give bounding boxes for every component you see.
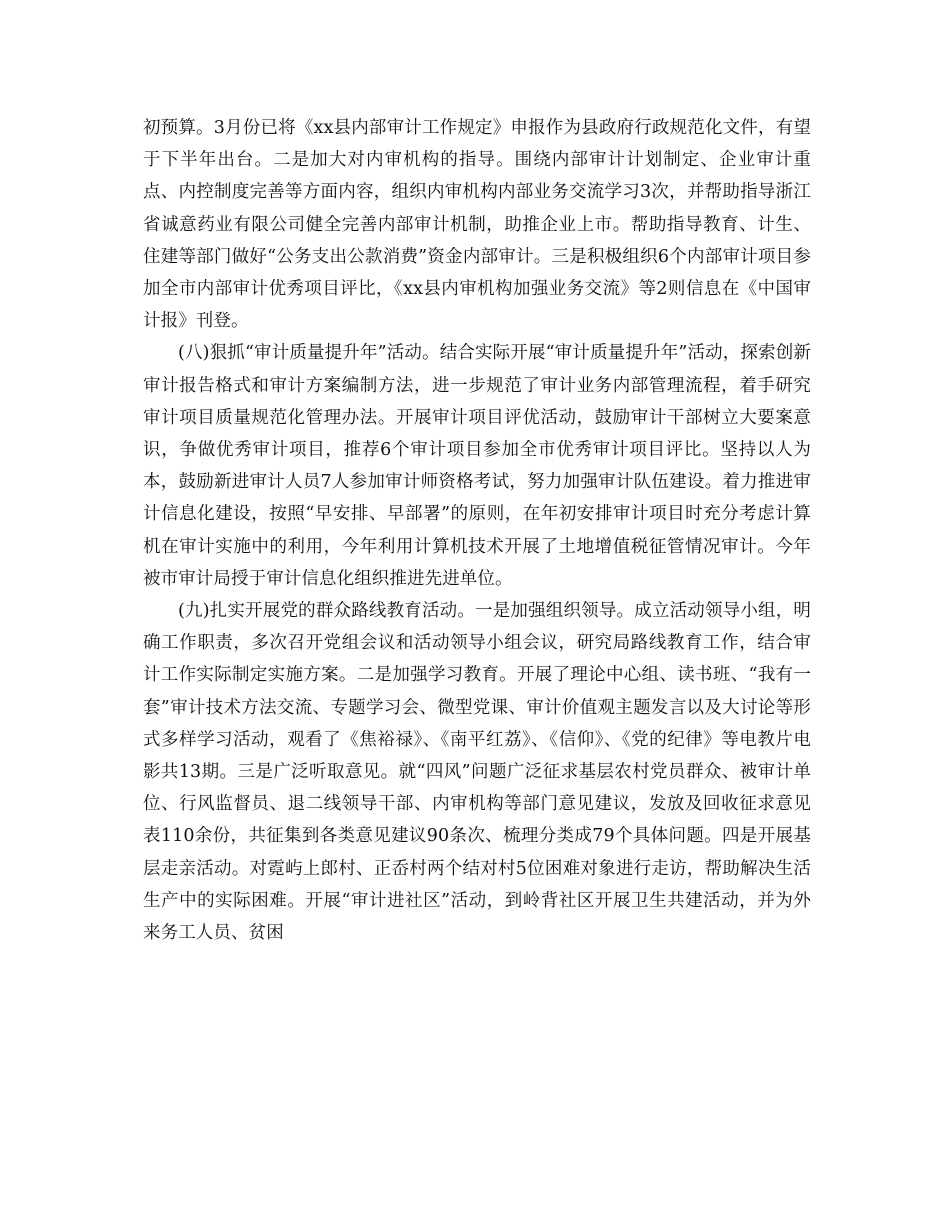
paragraph-2: (八)狠抓“审计质量提升年”活动。结合实际开展“审计质量提升年”活动，探索创新审计报告格式和审计方案编制方法，进一步规范了审计业务内部管理流程，着手研究审计项目质量规范化管理办法。开展审计项目评优活动，鼓励审计干部树立大要案意识，争做优秀审计项目，推荐6个审计项目参加全市优秀审计项目评比。坚持以人为本，鼓励新进审计人员7人参加审计师资格考试，努力加强审计队伍建设。着力推进审计信息化建设，按照“早安排、早部署”的原则，在年初安排审计项目时充分考虑计算机在审计实施中的利用，今年利用计算机技术开展了土地增值税征管情况审计。今年被市审计局授于审计信息化组织推进先进单位。 xyxy=(143,343,811,589)
document-page xyxy=(143,112,811,949)
paragraph-3: (九)扎实开展党的群众路线教育活动。一是加强组织领导。成立活动领导小组，明确工作职责，多次召开党组会议和活动领导小组会议，研究局路线教育工作，结合审计工作实际制定实施方案。二是加强学习教育。开展了理论中心组、读书班、“我有一套”审计技术方法交流、专题学习会、微型党课、审计价值观主题发言以及大讨论等形式多样学习活动，观看了《焦裕禄》、《南平红荔》、《信仰》、《党的纪律》等电教片电影共13期。三是广泛听取意见。就“四风”问题广泛征求基层农村党员群众、被审计单位、行风监督员、退二线领导干部、内审机构等部门意见建议，发放及回收征求意见表110余份，共征集到各类意见建议90条次、梳理分类成79个具体问题。四是开展基层走亲活动。对霓屿上郎村、正岙村两个结对村5位困难对象进行走访，帮助解决生活生产中的实际困难。开展“审计进社区”活动，到岭背社区开展卫生共建活动，并为外来务工人员、贫困 xyxy=(143,601,811,944)
paragraph-1: 初预算。3月份已将《xx县内部审计工作规定》申报作为县政府行政规范化文件，有望于下半年出台。二是加大对内审机构的指导。围绕内部审计计划制定、企业审计重点、内控制度完善等方面内容，组织内审机构内部业务交流学习3次，并帮助指导浙江省诚意药业有限公司健全完善内部审计机制，助推企业上市。帮助指导教育、计生、住建等部门做好“公务支出公款消费”资金内部审计。三是积极组织6个内部审计项目参加全市内部审计优秀项目评比，《xx县内审机构加强业务交流》等2则信息在《中国审计报》刊登。 xyxy=(143,118,811,332)
